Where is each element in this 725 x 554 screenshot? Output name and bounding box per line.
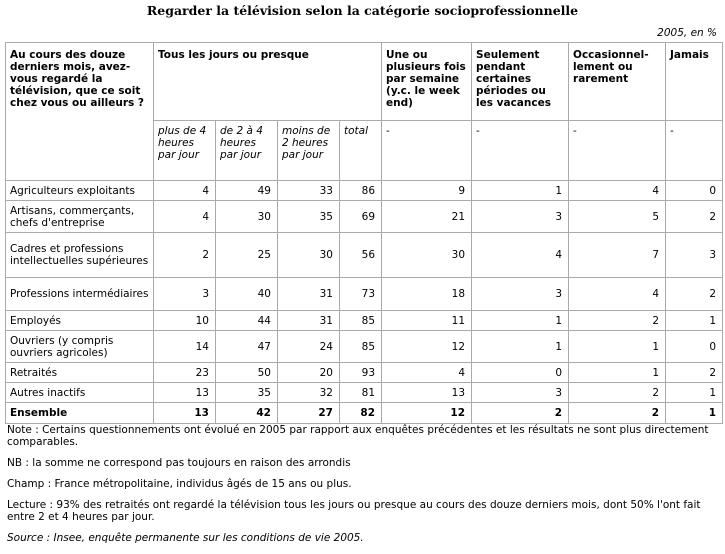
cell-occasional: 2 [569,383,666,403]
cell-two-to-4: 42 [216,403,278,424]
cell-two-to-4: 25 [216,233,278,278]
table-row [6,311,723,331]
cell-weekly: 12 [382,331,472,363]
cell-weekly: 4 [382,363,472,383]
cell-never: 3 [666,233,723,278]
cell-never: 2 [666,201,723,233]
cell-weekly: 21 [382,201,472,233]
cell-occasional: 2 [569,403,666,424]
header-question: Au cours des douze derniers mois, avez-vous regardé la télévision, que ce soit chez vous ou ailleurs ? [6,43,154,181]
cell-never: 2 [666,278,723,311]
cell-periods: 0 [472,363,569,383]
nb-text: NB : la somme ne correspond pas toujours en raison des arrondis [7,457,351,469]
total-row [6,403,723,424]
cell-more4: 2 [154,233,216,278]
cell-occasional: 1 [569,331,666,363]
row-label: Professions intermédiaires [6,278,154,311]
cell-weekly: 9 [382,181,472,201]
table-row [6,233,723,278]
cell-two-to-4: 44 [216,311,278,331]
row-label: Ensemble [6,403,154,424]
row-label: Artisans, commerçants, chefs d'entreprise [6,201,154,233]
cell-occasional: 5 [569,201,666,233]
cell-total: 93 [340,363,382,383]
cell-total: 69 [340,201,382,233]
cell-total: 85 [340,331,382,363]
header-occasional: Occasionnel-lement ou rarement [569,43,666,121]
row-label: Employés [6,311,154,331]
table-row [6,181,723,201]
cell-weekly: 13 [382,383,472,403]
table-row [6,278,723,311]
cell-less2: 27 [278,403,340,424]
subheader-dash-periods: - [472,121,569,181]
cell-more4: 23 [154,363,216,383]
cell-never: 0 [666,331,723,363]
cell-periods: 4 [472,233,569,278]
row-label: Ouvriers (y compris ouvriers agricoles) [6,331,154,363]
cell-occasional: 4 [569,278,666,311]
cell-occasional: 4 [569,181,666,201]
row-label: Cadres et professions intellectuelles supérieures [6,233,154,278]
cell-total: 56 [340,233,382,278]
note-text: Note : Certains questionnements ont évolué en 2005 par rapport aux enquêtes précédentes et les résultats ne sont plus directement comparables. [7,424,709,448]
cell-periods: 1 [472,181,569,201]
subheader-dash-occasional: - [569,121,666,181]
cell-more4: 14 [154,331,216,363]
cell-never: 1 [666,383,723,403]
table-row [6,201,723,233]
header-never: Jamais [666,43,723,121]
cell-two-to-4: 40 [216,278,278,311]
cell-total: 73 [340,278,382,311]
cell-never: 2 [666,363,723,383]
cell-occasional: 2 [569,311,666,331]
cell-total: 86 [340,181,382,201]
subheader-dash-never: - [666,121,723,181]
cell-two-to-4: 49 [216,181,278,201]
row-label: Retraités [6,363,154,383]
cell-never: 0 [666,181,723,201]
cell-occasional: 7 [569,233,666,278]
subheader-total: total [340,121,382,181]
notes [7,424,722,544]
cell-less2: 31 [278,311,340,331]
cell-more4: 13 [154,403,216,424]
cell-more4: 3 [154,278,216,311]
table-row [6,363,723,383]
cell-weekly: 12 [382,403,472,424]
subheader-dash-weekly: - [382,121,472,181]
cell-less2: 30 [278,233,340,278]
cell-two-to-4: 50 [216,363,278,383]
subheader-more4: plus de 4 heures par jour [154,121,216,181]
cell-less2: 35 [278,201,340,233]
cell-more4: 13 [154,383,216,403]
cell-periods: 1 [472,331,569,363]
cell-less2: 32 [278,383,340,403]
page-title: Regarder la télévision selon la catégorie socioprofessionnelle [146,3,579,18]
table-body [6,181,723,424]
header-daily: Tous les jours ou presque [154,43,382,121]
header-periods: Seulement pendant certaines périodes ou les vacances [472,43,569,121]
cell-more4: 10 [154,311,216,331]
header-row [6,43,723,121]
cell-never: 1 [666,311,723,331]
header-weekly: Une ou plusieurs fois par semaine (y.c. le week end) [382,43,472,121]
cell-less2: 24 [278,331,340,363]
subheader-less2: moins de 2 heures par jour [278,121,340,181]
cell-periods: 2 [472,403,569,424]
cell-periods: 3 [472,201,569,233]
row-label: Agriculteurs exploitants [6,181,154,201]
cell-periods: 3 [472,383,569,403]
cell-less2: 31 [278,278,340,311]
cell-less2: 20 [278,363,340,383]
table-row [6,383,723,403]
unit-label: 2005, en % [657,27,717,39]
lecture-text: Lecture : 93% des retraités ont regardé la télévision tous les jours ou presque au cours des douze derniers mois, dont 50% l'ont fait entre 2 et 4 heures par jour. [7,499,701,523]
cell-weekly: 11 [382,311,472,331]
champ-text: Champ : France métropolitaine, individus âgés de 15 ans ou plus. [7,478,352,490]
cell-weekly: 30 [382,233,472,278]
cell-less2: 33 [278,181,340,201]
cell-two-to-4: 47 [216,331,278,363]
cell-two-to-4: 30 [216,201,278,233]
cell-two-to-4: 35 [216,383,278,403]
cell-weekly: 18 [382,278,472,311]
cell-periods: 1 [472,311,569,331]
cell-more4: 4 [154,201,216,233]
cell-occasional: 1 [569,363,666,383]
tv-watching-table [5,42,723,424]
cell-total: 85 [340,311,382,331]
table-row [6,331,723,363]
cell-total: 81 [340,383,382,403]
cell-periods: 3 [472,278,569,311]
cell-more4: 4 [154,181,216,201]
subheader-2to4: de 2 à 4 heures par jour [216,121,278,181]
source-text: Source : Insee, enquête permanente sur les conditions de vie 2005. [7,532,364,544]
cell-total: 82 [340,403,382,424]
row-label: Autres inactifs [6,383,154,403]
cell-never: 1 [666,403,723,424]
